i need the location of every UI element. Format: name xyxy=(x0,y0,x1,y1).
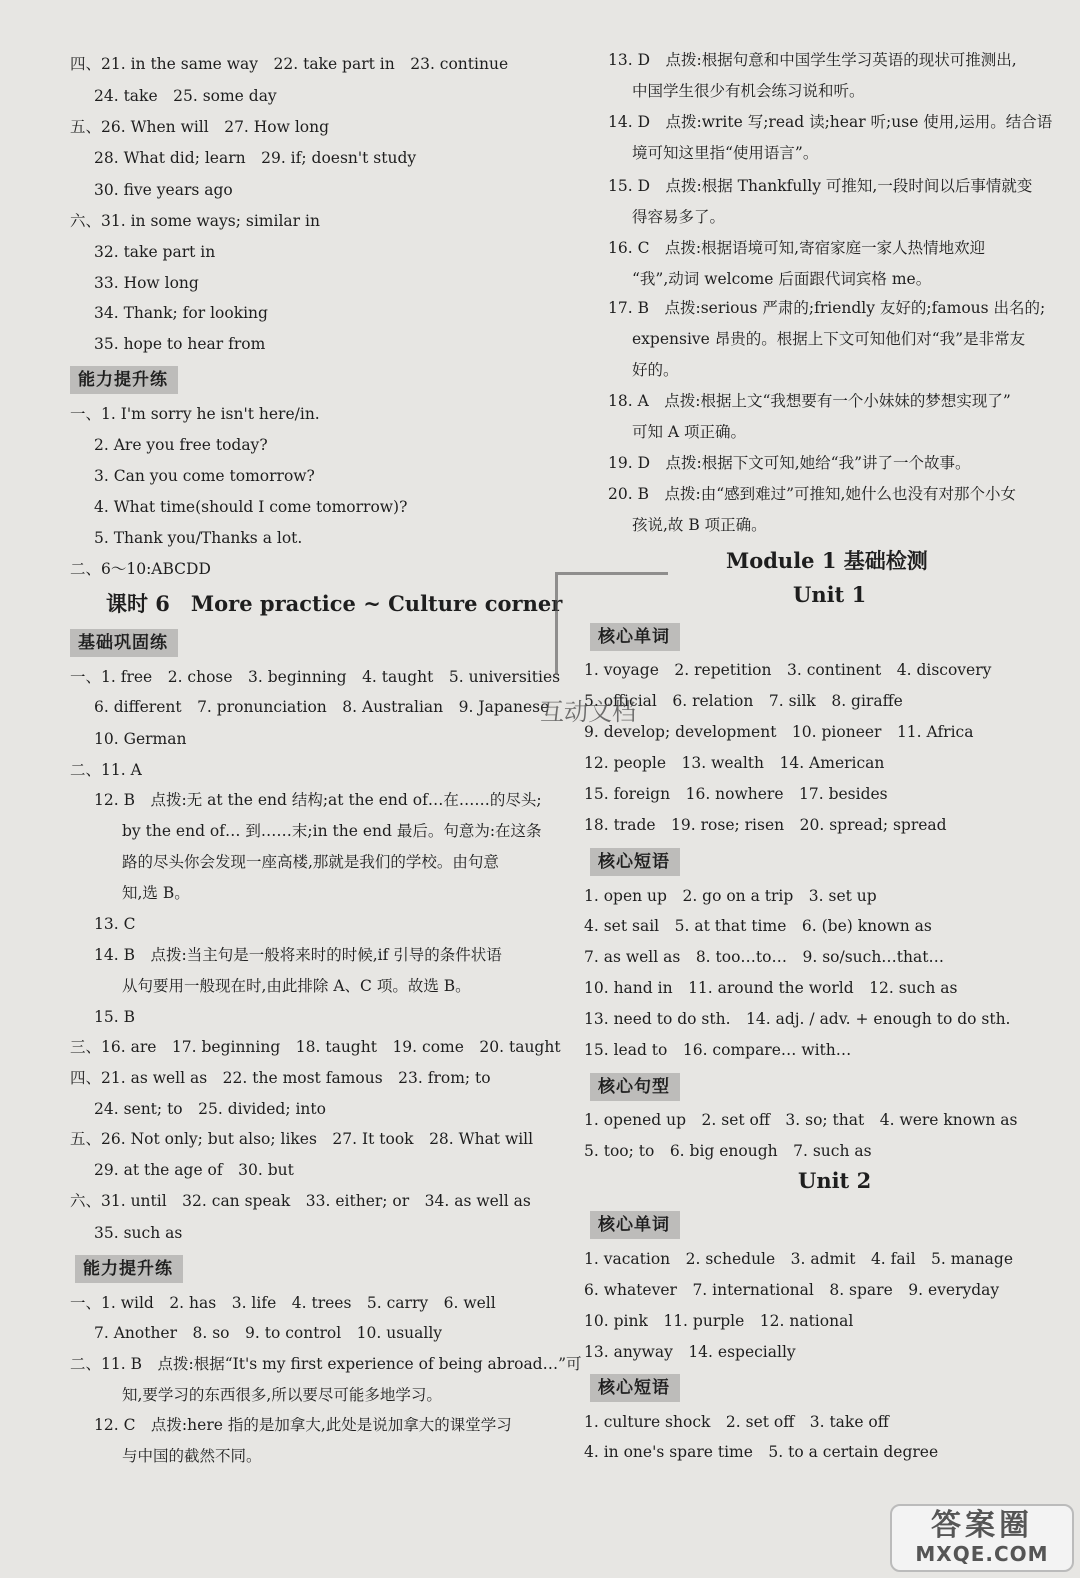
answer-line: 20. B 点拨:由“感到难过”可推知,她什么也没有对那个小女 xyxy=(608,485,1016,503)
answer-line: 1. culture shock 2. set off 3. take off xyxy=(584,1413,889,1431)
answer-line: 18. trade 19. rose; risen 20. spread; spread xyxy=(584,816,947,834)
answer-line: 六、31. in some ways; similar in xyxy=(70,212,320,230)
section-tag: 核心单词 xyxy=(590,1211,680,1239)
answer-line: 知,要学习的东西很多,所以要尽可能多地学习。 xyxy=(122,1386,442,1404)
stamp-title: 答案圈 xyxy=(931,1508,1033,1543)
section-heading: Unit 2 xyxy=(798,1168,872,1193)
section-tag: 基础巩固练 xyxy=(70,629,178,657)
answer-line: 可知 A 项正确。 xyxy=(632,423,747,441)
answer-line: 1. opened up 2. set off 3. so; that 4. were known as xyxy=(584,1111,1018,1129)
answer-line: “我”,动词 welcome 后面跟代词宾格 me。 xyxy=(632,270,932,288)
answer-line: 一、1. wild 2. has 3. life 4. trees 5. carry 6. well xyxy=(70,1294,496,1312)
section-tag: 核心句型 xyxy=(590,1073,680,1101)
answer-line: 19. D 点拨:根据下文可知,她给“我”讲了一个故事。 xyxy=(608,454,971,472)
answer-line: 孩说,故 B 项正确。 xyxy=(632,516,767,534)
answer-line: 一、1. free 2. chose 3. beginning 4. taught 5. universities xyxy=(70,668,561,686)
answer-line: 24. take 25. some day xyxy=(94,87,277,105)
answer-line: 15. D 点拨:根据 Thankfully 可推知,一段时间以后事情就变 xyxy=(608,177,1033,195)
answer-line: 得容易多了。 xyxy=(632,208,726,226)
answer-line: 3. Can you come tomorrow? xyxy=(94,467,315,485)
answer-line: 1. voyage 2. repetition 3. continent 4. discovery xyxy=(584,661,992,679)
answer-line: 12. C 点拨:here 指的是加拿大,此处是说加拿大的课堂学习 xyxy=(94,1416,512,1434)
section-heading: Unit 1 xyxy=(793,582,867,607)
answer-line: 1. vacation 2. schedule 3. admit 4. fail 5. manage xyxy=(584,1250,1014,1268)
answer-line: 15. B xyxy=(94,1008,135,1026)
answer-line: 4. set sail 5. at that time 6. (be) known as xyxy=(584,917,932,935)
section-tag: 能力提升练 xyxy=(70,366,178,394)
answer-line: 10. pink 11. purple 12. national xyxy=(584,1312,854,1330)
answer-line: 7. Another 8. so 9. to control 10. usually xyxy=(94,1324,443,1342)
answer-line: 2. Are you free today? xyxy=(94,436,268,454)
answer-line: 14. D 点拨:write 写;read 读;hear 听;use 使用,运用。结合语 xyxy=(608,113,1053,131)
answer-line: 28. What did; learn 29. if; doesn't study xyxy=(94,149,417,167)
answer-line: 7. as well as 8. too…to… 9. so/such…that… xyxy=(584,948,944,966)
answer-line: 15. lead to 16. compare… with… xyxy=(584,1041,852,1059)
section-heading: 课时 6 More practice ~ Culture corner xyxy=(106,591,563,616)
answer-line: 13. C xyxy=(94,915,136,933)
answer-line: 35. such as xyxy=(94,1224,183,1242)
answer-line: 4. What time(should I come tomorrow)? xyxy=(94,498,408,516)
answer-line: 五、26. When will 27. How long xyxy=(70,118,330,136)
watermark-text: 互动文档 xyxy=(540,698,636,726)
answer-line: 四、21. as well as 22. the most famous 23. from; to xyxy=(70,1069,491,1087)
answer-line: 中国学生很少有机会练习说和听。 xyxy=(632,82,865,100)
answer-line: 三、16. are 17. beginning 18. taught 19. come 20. taught xyxy=(70,1038,561,1056)
answer-line: 9. develop; development 10. pioneer 11. Africa xyxy=(584,723,974,741)
answer-line: by the end of… 到……末;in the end 最后。句意为:在这条 xyxy=(122,822,542,840)
answer-line: 二、11. B 点拨:根据“It's my first experience of being abroad…”可 xyxy=(70,1355,582,1373)
watermark-logo-box xyxy=(555,572,668,675)
answer-line: 六、31. until 32. can speak 33. either; or 34. as well as xyxy=(70,1192,531,1210)
answer-line: 二、6～10:ABCDD xyxy=(70,560,211,578)
answer-line: 境可知这里指“使用语言”。 xyxy=(632,144,819,162)
answer-line: 35. hope to hear from xyxy=(94,335,266,353)
section-tag: 核心短语 xyxy=(590,1374,680,1402)
answer-line: expensive 昂贵的。根据上下文可知他们对“我”是非常友 xyxy=(632,330,1026,348)
answer-line: 好的。 xyxy=(632,361,679,379)
section-tag: 核心短语 xyxy=(590,848,680,876)
answer-line: 5. Thank you/Thanks a lot. xyxy=(94,529,303,547)
answer-line: 13. anyway 14. especially xyxy=(584,1343,796,1361)
answer-line: 10. hand in 11. around the world 12. such as xyxy=(584,979,958,997)
section-heading: Module 1 基础检测 xyxy=(726,548,928,573)
answer-line: 13. D 点拨:根据句意和中国学生学习英语的现状可推测出, xyxy=(608,51,1017,69)
answer-line: 知,选 B。 xyxy=(122,884,190,902)
answer-line: 33. How long xyxy=(94,274,199,292)
answer-line: 6. whatever 7. international 8. spare 9. everyday xyxy=(584,1281,1000,1299)
answer-line: 与中国的截然不同。 xyxy=(122,1447,262,1465)
answer-line: 17. B 点拨:serious 严肃的;friendly 友好的;famous 出名的; xyxy=(608,299,1046,317)
answer-line: 4. in one's spare time 5. to a certain degree xyxy=(584,1443,939,1461)
answer-line: 路的尽头你会发现一座高楼,那就是我们的学校。由句意 xyxy=(122,853,499,871)
answer-line: 五、26. Not only; but also; likes 27. It took 28. What will xyxy=(70,1130,534,1148)
stamp-url: MXQE.COM xyxy=(915,1542,1049,1566)
answer-line: 1. open up 2. go on a trip 3. set up xyxy=(584,887,877,905)
answer-line: 12. B 点拨:无 at the end 结构;at the end of…在……的尽头; xyxy=(94,791,542,809)
section-tag: 能力提升练 xyxy=(75,1255,183,1283)
answer-line: 5. too; to 6. big enough 7. such as xyxy=(584,1142,872,1160)
answer-line: 一、1. I'm sorry he isn't here/in. xyxy=(70,405,320,423)
section-tag: 核心单词 xyxy=(590,623,680,651)
answer-line: 二、11. A xyxy=(70,761,142,779)
answer-line: 15. foreign 16. nowhere 17. besides xyxy=(584,785,888,803)
answer-line: 30. five years ago xyxy=(94,181,233,199)
answer-line: 10. German xyxy=(94,730,187,748)
answer-line: 12. people 13. wealth 14. American xyxy=(584,754,885,772)
answer-line: 5. official 6. relation 7. silk 8. giraffe xyxy=(584,692,903,710)
answer-line: 32. take part in xyxy=(94,243,216,261)
answer-line: 13. need to do sth. 14. adj. / adv. + enough to do sth. xyxy=(584,1010,1011,1028)
answer-line: 24. sent; to 25. divided; into xyxy=(94,1100,326,1118)
answer-line: 14. B 点拨:当主句是一般将来时的时候,if 引导的条件状语 xyxy=(94,946,502,964)
answer-line: 从句要用一般现在时,由此排除 A、C 项。故选 B。 xyxy=(122,977,471,995)
answer-line: 18. A 点拨:根据上文“我想要有一个小妹妹的梦想实现了” xyxy=(608,392,1011,410)
answer-line: 6. different 7. pronunciation 8. Australian 9. Japanese xyxy=(94,698,550,716)
answer-line: 16. C 点拨:根据语境可知,寄宿家庭一家人热情地欢迎 xyxy=(608,239,986,257)
answer-line: 四、21. in the same way 22. take part in 23. continue xyxy=(70,55,509,73)
answer-line: 34. Thank; for looking xyxy=(94,304,268,322)
answer-line: 29. at the age of 30. but xyxy=(94,1161,294,1179)
site-stamp-logo xyxy=(890,1504,1074,1572)
